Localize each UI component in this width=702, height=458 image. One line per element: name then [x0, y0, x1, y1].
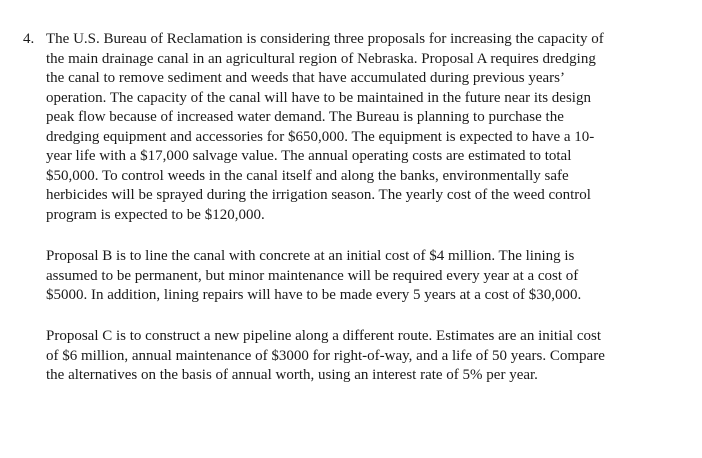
paragraph-proposal-a	[46, 30, 666, 225]
text-line: $5000. In addition, lining repairs will have to be made every 5 years at a cost of $30,000.	[46, 287, 582, 303]
text-line: $50,000. To control weeds in the canal itself and along the banks, environmentally safe	[46, 167, 569, 184]
problem-number: 4.	[23, 31, 35, 47]
text-line: assumed to be permanent, but minor maintenance will be required every year at a cost of	[46, 267, 579, 284]
text-line: the alternatives on the basis of annual worth, using an interest rate of 5% per year.	[46, 367, 538, 383]
text-line: dredging equipment and accessories for $650,000. The equipment is expected to have a 10-	[46, 128, 595, 145]
text-line: year life with a $17,000 salvage value. The annual operating costs are estimated to total	[46, 148, 572, 164]
paragraph-proposal-c	[46, 327, 666, 386]
text-line: the canal to remove sediment and weeds that have accumulated during previous years’	[46, 70, 565, 86]
text-line: Proposal C is to construct a new pipeline along a different route. Estimates are an initial cost	[46, 328, 601, 344]
text-line: The U.S. Bureau of Reclamation is considering three proposals for increasing the capacity of	[46, 31, 604, 47]
paragraph-proposal-b	[46, 247, 666, 306]
text-line: operation. The capacity of the canal will have to be maintained in the future near its design	[46, 89, 591, 106]
text-line: peak flow because of increased water demand. The Bureau is planning to purchase the	[46, 109, 564, 125]
text-line: program is expected to be $120,000.	[46, 206, 265, 223]
text-line: the main drainage canal in an agricultural region of Nebraska. Proposal A requires dredging	[46, 50, 596, 67]
text-line: of $6 million, annual maintenance of $3000 for right-of-way, and a life of 50 years. Compare	[46, 347, 605, 364]
text-line: herbicides will be sprayed during the irrigation season. The yearly cost of the weed control	[46, 187, 591, 203]
text-line: Proposal B is to line the canal with concrete at an initial cost of $4 million. The lining is	[46, 248, 575, 264]
